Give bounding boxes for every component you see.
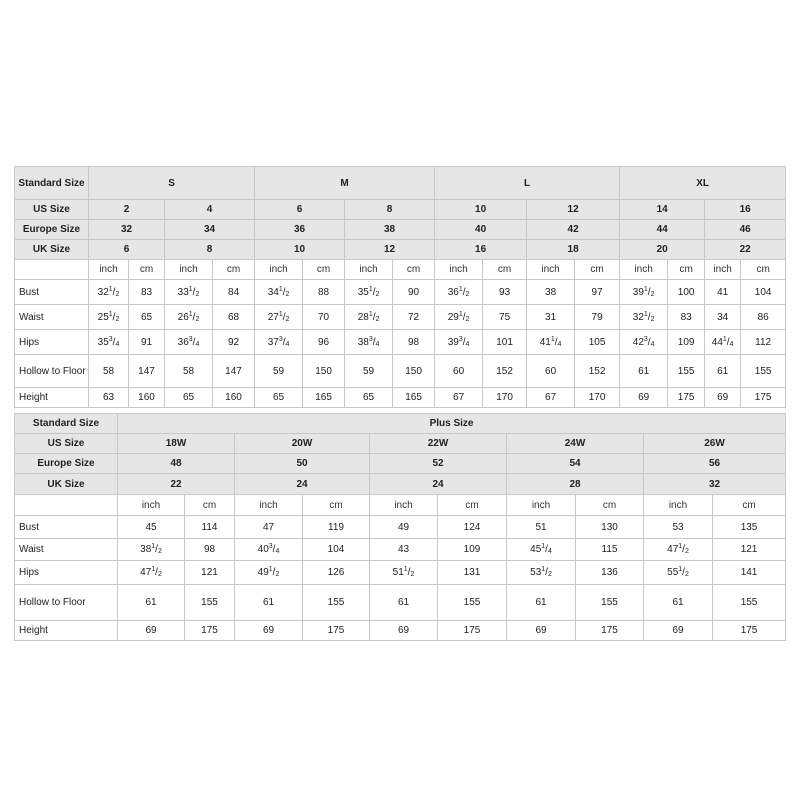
uk-size-value: 22 [118, 474, 235, 495]
uk-size-value: 22 [705, 240, 786, 260]
measurement-value [507, 539, 576, 561]
fraction-value: $27^1/_2$ [267, 310, 290, 323]
measurement-value [345, 280, 393, 305]
measurement-value: 69 [370, 621, 438, 641]
eu-size-value: 42 [527, 220, 620, 240]
measurement-value [165, 305, 213, 330]
measurement-value [620, 280, 668, 305]
fraction-value: $51^1/_2$ [392, 566, 415, 578]
measurement-row [15, 355, 786, 388]
measurement-value [705, 330, 741, 355]
us-size-value: 24W [507, 434, 644, 454]
unit-inch: inch [507, 495, 576, 516]
fraction-value: $32^1/_2$ [632, 310, 655, 323]
us-size-value: 26W [644, 434, 786, 454]
us-size-value: 14 [620, 200, 705, 220]
us-size-value: 8 [345, 200, 435, 220]
measurement-row [15, 516, 786, 539]
measurement-value: 175 [668, 388, 705, 408]
measurement-row [15, 305, 786, 330]
measurement-value [118, 561, 185, 585]
measurement-value: 165 [303, 388, 345, 408]
measurement-value: 155 [741, 355, 786, 388]
measurement-label: Hollow to Floor [15, 355, 89, 388]
fraction-value: $35^1/_2$ [357, 285, 380, 298]
measurement-value: 96 [303, 330, 345, 355]
measurement-value [255, 330, 303, 355]
measurement-value: 60 [527, 355, 575, 388]
measurement-value: 141 [713, 561, 786, 585]
fraction-value: $37^3/_4$ [267, 335, 290, 348]
measurement-value: 58 [165, 355, 213, 388]
standard-size-header: Standard Size [15, 414, 118, 434]
fraction-value: $26^1/_2$ [177, 310, 200, 323]
measurement-value: 79 [575, 305, 620, 330]
size-group-plus: Plus Size [118, 414, 786, 434]
measurement-value: 67 [435, 388, 483, 408]
measurement-value [435, 305, 483, 330]
standard-size-header: Standard Size [15, 167, 89, 200]
standard-size-table [14, 166, 786, 408]
measurement-value: 160 [213, 388, 255, 408]
unit-inch: inch [435, 260, 483, 280]
measurement-value: 105 [575, 330, 620, 355]
fraction-value: $49^1/_2$ [257, 566, 280, 578]
measurement-value: 47 [235, 516, 303, 539]
us-size-value: 16 [705, 200, 786, 220]
measurement-value [527, 330, 575, 355]
measurement-value: 121 [713, 539, 786, 561]
measurement-label: Bust [15, 516, 118, 539]
measurement-value: 69 [705, 388, 741, 408]
eu-size-value: 50 [235, 454, 370, 474]
units-row-blank [15, 495, 118, 516]
measurement-value: 43 [370, 539, 438, 561]
measurement-value: 69 [507, 621, 576, 641]
measurement-row [15, 585, 786, 621]
us-size-value: 2 [89, 200, 165, 220]
measurement-value: 119 [303, 516, 370, 539]
unit-inch: inch [705, 260, 741, 280]
uk-size-value: 16 [435, 240, 527, 260]
measurement-value: 49 [370, 516, 438, 539]
measurement-label: Hollow to Floor [15, 585, 118, 621]
fraction-value: $39^1/_2$ [632, 285, 655, 298]
measurement-value [235, 539, 303, 561]
unit-cm: cm [713, 495, 786, 516]
fraction-value: $45^1/_4$ [530, 543, 552, 555]
measurement-value: 72 [393, 305, 435, 330]
measurement-value: 84 [213, 280, 255, 305]
us-size-label: US Size [15, 200, 89, 220]
size-group-m: M [255, 167, 435, 200]
us-size-value: 10 [435, 200, 527, 220]
measurement-row [15, 388, 786, 408]
europe-size-label: Europe Size [15, 220, 89, 240]
size-group-s: S [89, 167, 255, 200]
measurement-value: 31 [527, 305, 575, 330]
measurement-value: 175 [713, 621, 786, 641]
measurement-value: 170 [575, 388, 620, 408]
measurement-value: 121 [185, 561, 235, 585]
fraction-value: $38^3/_4$ [357, 335, 380, 348]
measurement-label: Waist [15, 305, 89, 330]
measurement-value: 124 [438, 516, 507, 539]
measurement-value: 175 [741, 388, 786, 408]
measurement-value: 70 [303, 305, 345, 330]
measurement-label: Height [15, 388, 89, 408]
measurement-value: 83 [129, 280, 165, 305]
fraction-value: $29^1/_2$ [447, 310, 470, 323]
europe-size-label: Europe Size [15, 454, 118, 474]
unit-cm: cm [185, 495, 235, 516]
measurement-row [15, 280, 786, 305]
unit-cm: cm [303, 260, 345, 280]
unit-inch: inch [255, 260, 303, 280]
measurement-value [345, 330, 393, 355]
unit-cm: cm [668, 260, 705, 280]
eu-size-value: 38 [345, 220, 435, 240]
measurement-value: 65 [129, 305, 165, 330]
measurement-value: 63 [89, 388, 129, 408]
unit-inch: inch [118, 495, 185, 516]
measurement-value: 155 [185, 585, 235, 621]
measurement-label: Height [15, 621, 118, 641]
unit-cm: cm [483, 260, 527, 280]
measurement-row [15, 539, 786, 561]
measurement-value: 112 [741, 330, 786, 355]
measurement-value: 61 [118, 585, 185, 621]
measurement-value: 109 [668, 330, 705, 355]
measurement-value: 100 [668, 280, 705, 305]
measurement-value: 175 [185, 621, 235, 641]
measurement-value: 150 [393, 355, 435, 388]
measurement-value: 41 [705, 280, 741, 305]
measurement-value: 98 [393, 330, 435, 355]
eu-size-value: 32 [89, 220, 165, 240]
measurement-value: 130 [576, 516, 644, 539]
unit-cm: cm [741, 260, 786, 280]
measurement-value: 67 [527, 388, 575, 408]
measurement-value: 98 [185, 539, 235, 561]
uk-size-value: 6 [89, 240, 165, 260]
measurement-value: 53 [644, 516, 713, 539]
uk-size-label: UK Size [15, 474, 118, 495]
unit-cm: cm [576, 495, 644, 516]
unit-cm: cm [303, 495, 370, 516]
measurement-value: 51 [507, 516, 576, 539]
fraction-value: $47^1/_2$ [140, 566, 162, 578]
measurement-value: 65 [165, 388, 213, 408]
measurement-row [15, 330, 786, 355]
unit-inch: inch [620, 260, 668, 280]
measurement-value: 75 [483, 305, 527, 330]
fraction-value: $38^1/_2$ [140, 543, 162, 555]
measurement-value: 147 [213, 355, 255, 388]
measurement-value: 83 [668, 305, 705, 330]
measurement-label: Bust [15, 280, 89, 305]
us-size-value: 4 [165, 200, 255, 220]
measurement-value: 38 [527, 280, 575, 305]
measurement-value [255, 305, 303, 330]
fraction-value: $35^3/_4$ [97, 335, 120, 348]
uk-size-label: UK Size [15, 240, 89, 260]
measurement-value [89, 280, 129, 305]
measurement-value: 126 [303, 561, 370, 585]
fraction-value: $28^1/_2$ [357, 310, 380, 323]
us-size-value: 12 [527, 200, 620, 220]
eu-size-value: 40 [435, 220, 527, 240]
measurement-value: 155 [438, 585, 507, 621]
measurement-value: 115 [576, 539, 644, 561]
units-row-blank [15, 260, 89, 280]
eu-size-value: 36 [255, 220, 345, 240]
us-size-value: 22W [370, 434, 507, 454]
measurement-value: 60 [435, 355, 483, 388]
measurement-value: 104 [741, 280, 786, 305]
measurement-value: 147 [129, 355, 165, 388]
size-group-l: L [435, 167, 620, 200]
unit-inch: inch [644, 495, 713, 516]
plus-size-table [14, 413, 786, 641]
measurement-value [620, 305, 668, 330]
unit-cm: cm [575, 260, 620, 280]
fraction-value: $44^1/_4$ [711, 335, 734, 348]
unit-inch: inch [527, 260, 575, 280]
measurement-value [644, 561, 713, 585]
unit-inch: inch [235, 495, 303, 516]
eu-size-value: 34 [165, 220, 255, 240]
size-group-xl: XL [620, 167, 786, 200]
uk-size-value: 18 [527, 240, 620, 260]
measurement-value [620, 330, 668, 355]
measurement-value: 65 [255, 388, 303, 408]
fraction-value: $47^1/_2$ [667, 543, 689, 555]
measurement-value: 165 [393, 388, 435, 408]
measurement-value: 104 [303, 539, 370, 561]
measurement-value: 155 [303, 585, 370, 621]
measurement-value: 155 [576, 585, 644, 621]
measurement-value [644, 539, 713, 561]
measurement-value: 59 [255, 355, 303, 388]
measurement-value: 69 [644, 621, 713, 641]
fraction-value: $55^1/_2$ [667, 566, 689, 578]
measurement-value: 69 [235, 621, 303, 641]
measurement-value: 59 [345, 355, 393, 388]
eu-size-value: 56 [644, 454, 786, 474]
uk-size-value: 24 [235, 474, 370, 495]
measurement-value: 34 [705, 305, 741, 330]
fraction-value: $42^3/_4$ [632, 335, 655, 348]
fraction-value: $33^1/_2$ [177, 285, 200, 298]
measurement-value: 175 [438, 621, 507, 641]
fraction-value: $36^3/_4$ [177, 335, 200, 348]
fraction-value: $36^1/_2$ [447, 285, 470, 298]
measurement-value [89, 305, 129, 330]
eu-size-value: 48 [118, 454, 235, 474]
measurement-value [255, 280, 303, 305]
fraction-value: $53^1/_2$ [530, 566, 552, 578]
measurement-value: 152 [575, 355, 620, 388]
measurement-value [370, 561, 438, 585]
measurement-value: 69 [118, 621, 185, 641]
unit-inch: inch [345, 260, 393, 280]
eu-size-value: 44 [620, 220, 705, 240]
measurement-value [165, 280, 213, 305]
unit-inch: inch [165, 260, 213, 280]
measurement-value: 88 [303, 280, 345, 305]
fraction-value: $32^1/_2$ [97, 285, 120, 298]
unit-cm: cm [438, 495, 507, 516]
fraction-value: $41^1/_4$ [539, 335, 562, 348]
measurement-value: 61 [644, 585, 713, 621]
uk-size-value: 10 [255, 240, 345, 260]
measurement-value [118, 539, 185, 561]
us-size-value: 20W [235, 434, 370, 454]
fraction-value: $39^3/_4$ [447, 335, 470, 348]
measurement-value: 91 [129, 330, 165, 355]
measurement-value: 175 [576, 621, 644, 641]
measurement-value: 160 [129, 388, 165, 408]
measurement-value: 175 [303, 621, 370, 641]
measurement-value [435, 330, 483, 355]
measurement-value: 170 [483, 388, 527, 408]
measurement-value [89, 330, 129, 355]
measurement-value: 93 [483, 280, 527, 305]
unit-inch: inch [89, 260, 129, 280]
fraction-value: $34^1/_2$ [267, 285, 290, 298]
measurement-row [15, 561, 786, 585]
measurement-value: 97 [575, 280, 620, 305]
unit-cm: cm [129, 260, 165, 280]
measurement-label: Hips [15, 330, 89, 355]
uk-size-value: 32 [644, 474, 786, 495]
unit-cm: cm [393, 260, 435, 280]
uk-size-value: 24 [370, 474, 507, 495]
uk-size-value: 28 [507, 474, 644, 495]
measurement-value: 68 [213, 305, 255, 330]
measurement-row [15, 621, 786, 641]
measurement-value: 90 [393, 280, 435, 305]
measurement-value: 86 [741, 305, 786, 330]
fraction-value: $25^1/_2$ [97, 310, 120, 323]
uk-size-value: 12 [345, 240, 435, 260]
measurement-value: 135 [713, 516, 786, 539]
measurement-value [507, 561, 576, 585]
measurement-value: 45 [118, 516, 185, 539]
measurement-value [435, 280, 483, 305]
us-size-value: 18W [118, 434, 235, 454]
us-size-label: US Size [15, 434, 118, 454]
unit-cm: cm [213, 260, 255, 280]
eu-size-value: 52 [370, 454, 507, 474]
measurement-value: 61 [235, 585, 303, 621]
measurement-value: 152 [483, 355, 527, 388]
measurement-value [235, 561, 303, 585]
measurement-value: 131 [438, 561, 507, 585]
measurement-value [345, 305, 393, 330]
measurement-label: Hips [15, 561, 118, 585]
measurement-value: 65 [345, 388, 393, 408]
measurement-value: 69 [620, 388, 668, 408]
measurement-value: 155 [713, 585, 786, 621]
unit-inch: inch [370, 495, 438, 516]
measurement-value [165, 330, 213, 355]
measurement-value: 136 [576, 561, 644, 585]
measurement-value: 61 [370, 585, 438, 621]
fraction-value: $40^3/_4$ [257, 543, 280, 555]
measurement-value: 61 [507, 585, 576, 621]
eu-size-value: 46 [705, 220, 786, 240]
measurement-value: 58 [89, 355, 129, 388]
us-size-value: 6 [255, 200, 345, 220]
measurement-value: 61 [620, 355, 668, 388]
measurement-value: 61 [705, 355, 741, 388]
measurement-value: 155 [668, 355, 705, 388]
measurement-value: 150 [303, 355, 345, 388]
measurement-value: 114 [185, 516, 235, 539]
measurement-value: 109 [438, 539, 507, 561]
uk-size-value: 20 [620, 240, 705, 260]
measurement-label: Waist [15, 539, 118, 561]
uk-size-value: 8 [165, 240, 255, 260]
measurement-value: 101 [483, 330, 527, 355]
eu-size-value: 54 [507, 454, 644, 474]
measurement-value: 92 [213, 330, 255, 355]
